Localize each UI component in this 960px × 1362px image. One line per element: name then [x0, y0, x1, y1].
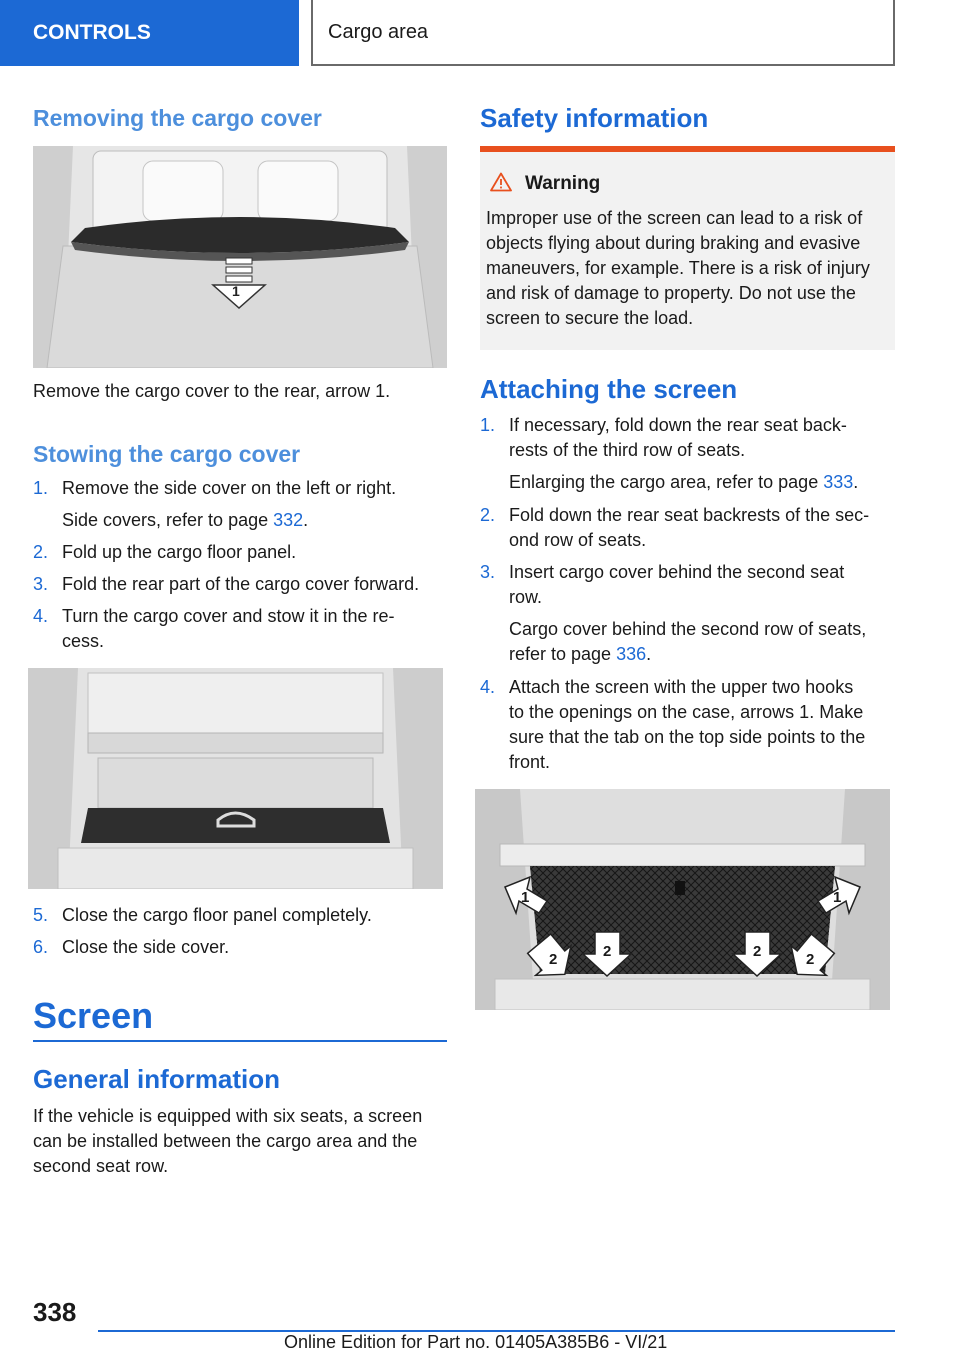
- warning-line: objects flying about during braking and evasive: [486, 233, 861, 253]
- heading-rule: [33, 1040, 447, 1042]
- note-text: refer to page: [509, 644, 617, 664]
- warning-line: screen to secure the load.: [486, 308, 694, 328]
- page-link-333[interactable]: 333: [823, 472, 854, 492]
- step-number: 1.: [33, 478, 49, 498]
- step-text: Attach the screen with the upper two hooks: [509, 677, 854, 697]
- step-text: Insert cargo cover behind the second seat: [509, 562, 845, 582]
- arrow-1-label: 1: [833, 889, 842, 906]
- warning-line: and risk of damage to property. Do not use the: [486, 283, 856, 303]
- step-number: 4.: [33, 606, 49, 626]
- cargo-cover-removal-image: [33, 146, 447, 368]
- step-number: 4.: [480, 677, 496, 697]
- note-text: Cargo cover behind the second row of seats,: [509, 619, 867, 639]
- step-text: cess.: [62, 631, 105, 651]
- step-text: Fold down the rear seat backrests of the sec-: [509, 505, 870, 525]
- warning-box: [480, 152, 895, 350]
- arrow-1-label: 1: [521, 889, 530, 906]
- step-text: Fold the rear part of the cargo cover forward.: [62, 574, 420, 594]
- safety-heading: Safety information: [480, 103, 709, 133]
- step-text: rests of the third row of seats.: [509, 440, 746, 460]
- note-period: .: [853, 472, 859, 492]
- warning-line: maneuvers, for example. There is a risk of injury: [486, 258, 870, 278]
- note-text: Side covers, refer to page: [62, 510, 274, 530]
- page-link-336[interactable]: 336: [616, 644, 647, 664]
- chapter-heading: Screen: [33, 995, 154, 1036]
- step-text: Close the cargo floor panel completely.: [62, 905, 372, 925]
- step-text: ond row of seats.: [509, 530, 647, 550]
- warning-title: Warning: [525, 173, 601, 194]
- step-text: If necessary, fold down the rear seat back-: [509, 415, 847, 435]
- page-link-332[interactable]: 332: [273, 510, 304, 530]
- arrow-2-label: 2: [806, 951, 815, 968]
- removing-heading: Removing the cargo cover: [33, 105, 322, 131]
- step-number: 2.: [33, 542, 49, 562]
- arrow-2-label: 2: [549, 951, 558, 968]
- general-info-line: can be installed between the cargo area and the: [33, 1131, 418, 1151]
- note-period: .: [646, 644, 652, 664]
- note-text: Enlarging the cargo area, refer to page: [509, 472, 824, 492]
- step-number: 1.: [480, 415, 496, 435]
- arrow-1-label: 1: [232, 283, 240, 299]
- attaching-heading: Attaching the screen: [480, 374, 738, 404]
- step-text: Close the side cover.: [62, 937, 230, 957]
- screen-attachment-image: [475, 789, 890, 1010]
- general-info-line: second seat row.: [33, 1156, 169, 1176]
- warning-triangle-icon: [490, 172, 512, 192]
- removal-caption: Remove the cargo cover to the rear, arrow 1.: [33, 381, 391, 401]
- step-text: front.: [509, 752, 551, 772]
- step-text: Remove the side cover on the left or right.: [62, 478, 397, 498]
- stowing-heading: Stowing the cargo cover: [33, 441, 301, 467]
- step-text: sure that the tab on the top side points to the: [509, 727, 866, 747]
- step-text: to the openings on the case, arrows 1. Make: [509, 702, 864, 722]
- page-number: 338: [33, 1297, 77, 1327]
- step-number: 5.: [33, 905, 49, 925]
- step-number: 6.: [33, 937, 49, 957]
- arrow-2-label: 2: [603, 943, 612, 960]
- note-period: .: [303, 510, 309, 530]
- chapter-tab: CONTROLS: [0, 0, 299, 66]
- step-text: Fold up the cargo floor panel.: [62, 542, 297, 562]
- step-text: Turn the cargo cover and stow it in the re-: [62, 606, 395, 626]
- general-information-heading: General information: [33, 1064, 281, 1094]
- cargo-cover-stowed-image: [28, 668, 443, 889]
- general-info-line: If the vehicle is equipped with six seats, a screen: [33, 1106, 423, 1126]
- edition-text: Online Edition for Part no. 01405A385B6 - VI/21: [284, 1332, 668, 1352]
- warning-line: Improper use of the screen can lead to a risk of: [486, 208, 863, 228]
- step-number: 2.: [480, 505, 496, 525]
- step-text: row.: [509, 587, 543, 607]
- step-number: 3.: [480, 562, 496, 582]
- step-number: 3.: [33, 574, 49, 594]
- arrow-2-label: 2: [753, 943, 762, 960]
- section-title: Cargo area: [311, 0, 895, 66]
